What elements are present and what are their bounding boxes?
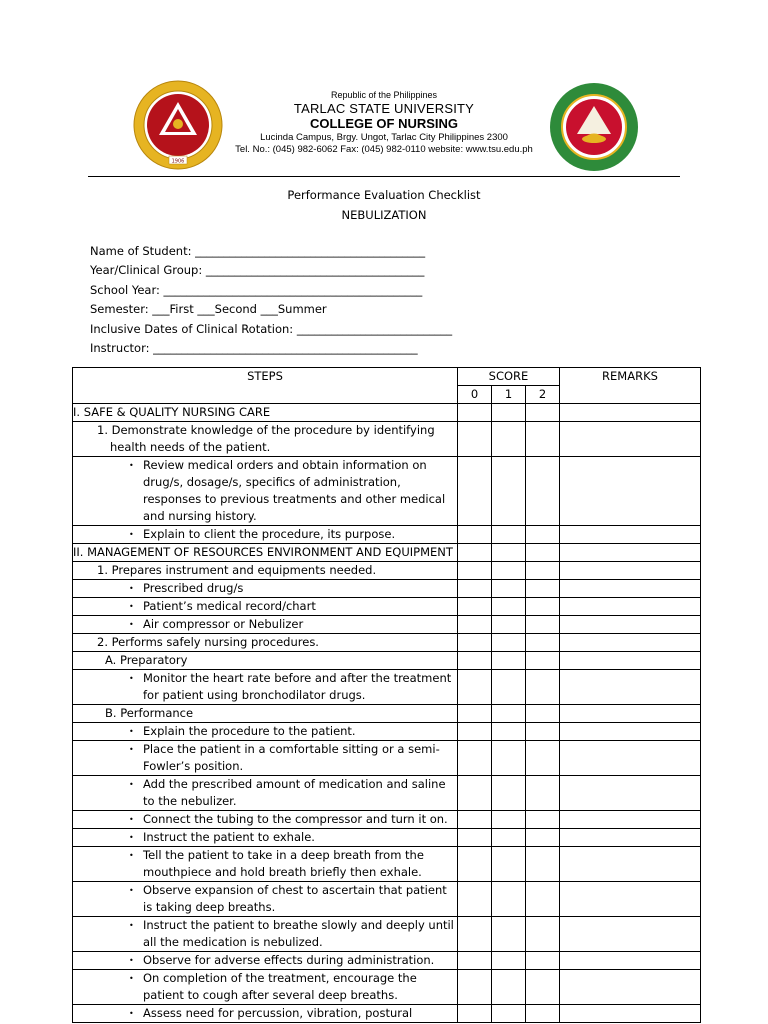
- semester-field[interactable]: Semester: ___First ___Second ___Summer: [90, 302, 327, 317]
- step-text: Add the prescribed amount of medication and saline to the nebulizer.: [143, 777, 446, 808]
- bullet-icon: •: [129, 674, 134, 683]
- score-0-header: 0: [458, 386, 492, 404]
- step-cell: [73, 598, 458, 616]
- score-header: SCORE: [458, 368, 560, 386]
- step-cell: [73, 422, 458, 457]
- score-2-cell[interactable]: [526, 917, 560, 952]
- bullet-icon: •: [129, 974, 134, 983]
- score-1-cell[interactable]: [492, 723, 526, 741]
- score-2-cell[interactable]: [526, 882, 560, 917]
- steps-header: STEPS: [73, 368, 458, 404]
- step-cell: [73, 952, 458, 970]
- score-1-cell[interactable]: [492, 598, 526, 616]
- evaluation-checklist-table: [72, 367, 701, 1023]
- score-1-cell[interactable]: [492, 422, 526, 457]
- checklist-row: [73, 723, 701, 741]
- remarks-cell[interactable]: [560, 882, 701, 917]
- checklist-row: [73, 422, 701, 457]
- score-1-cell[interactable]: [492, 952, 526, 970]
- procedure-title: NEBULIZATION: [341, 208, 427, 222]
- step-text: Patient’s medical record/chart: [143, 599, 316, 613]
- step-cell: [73, 741, 458, 776]
- remarks-cell[interactable]: [560, 952, 701, 970]
- step-text: Monitor the heart rate before and after the treatment for patient using bronchodilator drugs.: [143, 671, 452, 702]
- step-text: Air compressor or Nebulizer: [143, 617, 304, 631]
- institution-block: [200, 90, 568, 156]
- remarks-cell[interactable]: [560, 811, 701, 829]
- step-text: Observe expansion of chest to ascertain that patient is taking deep breaths.: [143, 883, 447, 914]
- score-0-cell[interactable]: [458, 526, 492, 544]
- score-2-cell[interactable]: [526, 580, 560, 598]
- university-name: TARLAC STATE UNIVERSITY: [293, 101, 475, 116]
- step-text: Explain the procedure to the patient.: [143, 724, 356, 738]
- bullet-icon: •: [129, 956, 134, 965]
- score-1-cell[interactable]: [492, 741, 526, 776]
- step-text: Explain to client the procedure, its purpose.: [143, 527, 396, 541]
- checklist-row: [73, 847, 701, 882]
- remarks-cell[interactable]: [560, 526, 701, 544]
- score-1-cell[interactable]: [492, 544, 526, 562]
- score-2-cell[interactable]: [526, 457, 560, 526]
- score-1-cell[interactable]: [492, 882, 526, 917]
- checklist-row: [73, 811, 701, 829]
- step-text: Instruct the patient to breathe slowly and deeply until all the medication is nebulized.: [143, 918, 454, 949]
- remarks-cell[interactable]: [560, 776, 701, 811]
- step-text: B. Performance: [105, 706, 194, 720]
- bullet-icon: •: [129, 1009, 134, 1018]
- student-info-fields: [90, 242, 452, 358]
- document-header: [0, 0, 768, 180]
- score-2-cell[interactable]: [526, 723, 560, 741]
- score-2-cell[interactable]: [526, 970, 560, 1005]
- bullet-icon: •: [129, 851, 134, 860]
- checklist-row: [73, 829, 701, 847]
- checklist-row: [73, 562, 701, 580]
- score-0-cell[interactable]: [458, 829, 492, 847]
- step-text: 2. Performs safely nursing procedures.: [97, 635, 319, 649]
- remarks-cell[interactable]: [560, 652, 701, 670]
- score-0-cell[interactable]: [458, 562, 492, 580]
- score-2-cell[interactable]: [526, 741, 560, 776]
- step-cell: [73, 829, 458, 847]
- document-title: Performance Evaluation Checklist: [287, 188, 481, 202]
- score-2-cell[interactable]: [526, 776, 560, 811]
- bullet-icon: •: [129, 530, 134, 539]
- instructor-field[interactable]: Instructor: ______________________________________________: [90, 340, 418, 355]
- checklist-row: [73, 776, 701, 811]
- score-2-cell[interactable]: [526, 598, 560, 616]
- step-text: Tell the patient to take in a deep breath from the mouthpiece and hold breath briefly then exhale.: [143, 848, 424, 879]
- score-0-cell[interactable]: [458, 652, 492, 670]
- step-text: Place the patient in a comfortable sitting or a semi-Fowler’s position.: [143, 742, 440, 773]
- step-text: Connect the tubing to the compressor and turn it on.: [143, 812, 448, 826]
- score-1-cell[interactable]: [492, 457, 526, 526]
- checklist-row: [73, 544, 701, 562]
- step-text: On completion of the treatment, encourage the patient to cough after several deep breaths.: [143, 971, 417, 1002]
- score-1-cell[interactable]: [492, 526, 526, 544]
- checklist-row: [73, 526, 701, 544]
- score-0-cell[interactable]: [458, 776, 492, 811]
- score-1-cell[interactable]: [492, 652, 526, 670]
- score-2-header: 2: [526, 386, 560, 404]
- score-0-cell[interactable]: [458, 952, 492, 970]
- checklist-row: [73, 741, 701, 776]
- step-cell: [73, 705, 458, 723]
- score-2-cell[interactable]: [526, 526, 560, 544]
- checklist-row: [73, 616, 701, 634]
- score-1-cell[interactable]: [492, 811, 526, 829]
- remarks-cell[interactable]: [560, 598, 701, 616]
- college-of-nursing-seal-logo: [549, 82, 639, 172]
- college-name: COLLEGE OF NURSING: [309, 116, 459, 131]
- step-text: A. Preparatory: [105, 653, 188, 667]
- score-0-cell[interactable]: [458, 741, 492, 776]
- score-0-cell[interactable]: [458, 598, 492, 616]
- checklist-row: [73, 705, 701, 723]
- step-cell: [73, 652, 458, 670]
- step-text: Review medical orders and obtain information on drug/s, dosage/s, specifics of administration, responses to previous treatments and other medical and nursing history.: [143, 458, 446, 523]
- rotation-dates-field[interactable]: Inclusive Dates of Clinical Rotation: ___________________________: [90, 321, 453, 336]
- seal-year: 1906: [171, 158, 185, 165]
- remarks-cell[interactable]: [560, 970, 701, 1005]
- checklist-row: [73, 580, 701, 598]
- score-2-cell[interactable]: [526, 652, 560, 670]
- step-text: 1. Prepares instrument and equipments needed.: [97, 563, 377, 577]
- score-0-cell[interactable]: [458, 705, 492, 723]
- bullet-icon: •: [129, 745, 134, 754]
- score-2-cell[interactable]: [526, 811, 560, 829]
- checklist-row: [73, 634, 701, 652]
- remarks-header: REMARKS: [560, 368, 701, 404]
- score-1-cell[interactable]: [492, 847, 526, 882]
- step-cell: [73, 634, 458, 652]
- step-text: Observe for adverse effects during administration.: [143, 953, 435, 967]
- remarks-cell[interactable]: [560, 422, 701, 457]
- remarks-cell[interactable]: [560, 705, 701, 723]
- score-1-cell[interactable]: [492, 634, 526, 652]
- checklist-row: [73, 404, 701, 422]
- score-1-cell[interactable]: [492, 829, 526, 847]
- remarks-cell[interactable]: [560, 457, 701, 526]
- step-cell: [73, 970, 458, 1005]
- checklist-row: [73, 457, 701, 526]
- remarks-cell[interactable]: [560, 1005, 701, 1023]
- score-0-cell[interactable]: [458, 580, 492, 598]
- score-2-cell[interactable]: [526, 422, 560, 457]
- header-divider: [88, 176, 680, 177]
- bullet-icon: •: [129, 886, 134, 895]
- score-2-cell[interactable]: [526, 616, 560, 634]
- score-0-cell[interactable]: [458, 670, 492, 705]
- step-cell: [73, 723, 458, 741]
- checklist-rows: [73, 404, 701, 1023]
- score-0-cell[interactable]: [458, 404, 492, 422]
- school-year-field[interactable]: School Year: _____________________________________________: [90, 282, 423, 297]
- step-cell: [73, 882, 458, 917]
- remarks-cell[interactable]: [560, 580, 701, 598]
- remarks-cell[interactable]: [560, 670, 701, 705]
- score-1-header: 1: [492, 386, 526, 404]
- clinical-group-field[interactable]: Year/Clinical Group: ______________________________________: [90, 263, 425, 278]
- checklist-row: [73, 882, 701, 917]
- bullet-icon: •: [129, 921, 134, 930]
- bullet-icon: •: [129, 461, 134, 470]
- checklist-row: [73, 670, 701, 705]
- checklist-row: [73, 652, 701, 670]
- score-1-cell[interactable]: [492, 616, 526, 634]
- remarks-cell[interactable]: [560, 616, 701, 634]
- score-0-cell[interactable]: [458, 917, 492, 952]
- step-cell: [73, 670, 458, 705]
- step-cell: [73, 776, 458, 811]
- step-cell: [73, 847, 458, 882]
- score-1-cell[interactable]: [492, 1005, 526, 1023]
- step-cell: [73, 1005, 458, 1023]
- step-cell: [73, 616, 458, 634]
- student-name-field[interactable]: Name of Student: ________________________________________: [90, 244, 426, 258]
- checklist-row: [73, 970, 701, 1005]
- score-1-cell[interactable]: [492, 670, 526, 705]
- checklist-row: [73, 598, 701, 616]
- bullet-icon: •: [129, 833, 134, 842]
- republic-line: Republic of the Philippines: [330, 90, 438, 100]
- score-1-cell[interactable]: [492, 404, 526, 422]
- remarks-cell[interactable]: [560, 741, 701, 776]
- score-2-cell[interactable]: [526, 562, 560, 580]
- score-2-cell[interactable]: [526, 544, 560, 562]
- score-2-cell[interactable]: [526, 670, 560, 705]
- step-cell: [73, 544, 458, 562]
- score-1-cell[interactable]: [492, 970, 526, 1005]
- score-2-cell[interactable]: [526, 705, 560, 723]
- score-0-cell[interactable]: [458, 616, 492, 634]
- step-cell: [73, 526, 458, 544]
- step-text: Instruct the patient to exhale.: [143, 830, 315, 844]
- step-text: 1. Demonstrate knowledge of the procedure by identifying health needs of the patient.: [97, 423, 435, 454]
- contact-line: Tel. No.: (045) 982-6062 Fax: (045) 982-0110 website: www.tsu.edu.ph: [235, 144, 533, 155]
- score-0-cell[interactable]: [458, 457, 492, 526]
- score-2-cell[interactable]: [526, 1005, 560, 1023]
- score-1-cell[interactable]: [492, 705, 526, 723]
- step-text: II. MANAGEMENT OF RESOURCES ENVIRONMENT AND EQUIPMENT: [73, 545, 453, 559]
- score-1-cell[interactable]: [492, 562, 526, 580]
- bullet-icon: •: [129, 727, 134, 736]
- score-0-cell[interactable]: [458, 882, 492, 917]
- score-0-cell[interactable]: [458, 544, 492, 562]
- score-1-cell[interactable]: [492, 580, 526, 598]
- bullet-icon: •: [129, 620, 134, 629]
- score-0-cell[interactable]: [458, 847, 492, 882]
- bullet-icon: •: [129, 815, 134, 824]
- remarks-cell[interactable]: [560, 917, 701, 952]
- step-cell: [73, 457, 458, 526]
- score-0-cell[interactable]: [458, 1005, 492, 1023]
- table-header-row: [73, 368, 701, 386]
- remarks-cell[interactable]: [560, 634, 701, 652]
- score-2-cell[interactable]: [526, 829, 560, 847]
- checklist-row: [73, 917, 701, 952]
- step-cell: [73, 562, 458, 580]
- score-0-cell[interactable]: [458, 422, 492, 457]
- score-0-cell[interactable]: [458, 811, 492, 829]
- step-text: Prescribed drug/s: [143, 581, 244, 595]
- remarks-cell[interactable]: [560, 829, 701, 847]
- remarks-cell[interactable]: [560, 723, 701, 741]
- step-cell: [73, 811, 458, 829]
- remarks-cell[interactable]: [560, 544, 701, 562]
- remarks-cell[interactable]: [560, 404, 701, 422]
- score-2-cell[interactable]: [526, 404, 560, 422]
- campus-address: Lucinda Campus, Brgy. Ungot, Tarlac City Philippines 2300: [260, 132, 508, 143]
- score-2-cell[interactable]: [526, 847, 560, 882]
- score-0-cell[interactable]: [458, 723, 492, 741]
- bullet-icon: •: [129, 602, 134, 611]
- checklist-row: [73, 952, 701, 970]
- score-2-cell[interactable]: [526, 952, 560, 970]
- score-0-cell[interactable]: [458, 970, 492, 1005]
- step-text: Assess need for percussion, vibration, postural: [143, 1006, 413, 1020]
- step-cell: [73, 580, 458, 598]
- step-text: I. SAFE & QUALITY NURSING CARE: [73, 405, 271, 419]
- step-cell: [73, 404, 458, 422]
- title-block: [0, 185, 768, 225]
- score-0-cell[interactable]: [458, 634, 492, 652]
- step-cell: [73, 917, 458, 952]
- score-2-cell[interactable]: [526, 634, 560, 652]
- remarks-cell[interactable]: [560, 562, 701, 580]
- checklist-row: [73, 1005, 701, 1023]
- score-1-cell[interactable]: [492, 776, 526, 811]
- remarks-cell[interactable]: [560, 847, 701, 882]
- score-1-cell[interactable]: [492, 917, 526, 952]
- bullet-icon: •: [129, 780, 134, 789]
- bullet-icon: •: [129, 584, 134, 593]
